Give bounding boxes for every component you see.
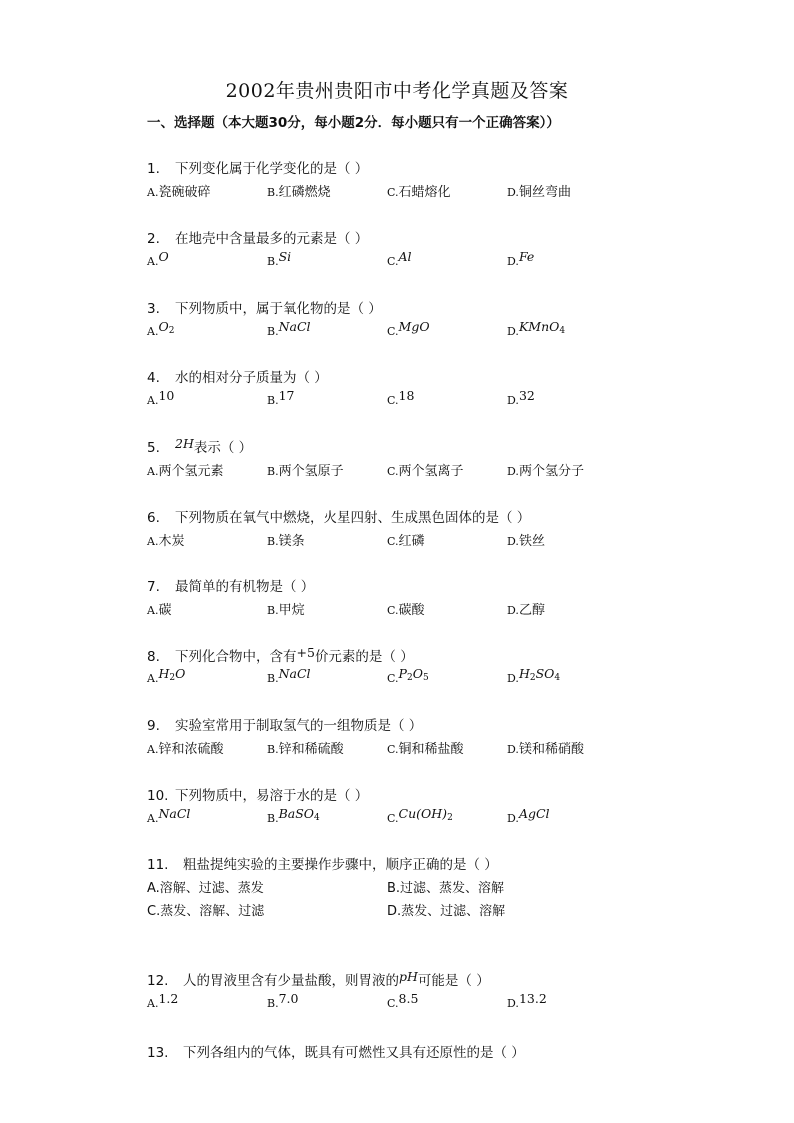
option-b: B.BaSO$_4$ — [267, 806, 320, 825]
option-b: B.锌和稀硫酸 — [267, 742, 344, 757]
option-b: B.过滤、蒸发、溶解 — [387, 881, 505, 896]
option-d: D.铜丝弯曲 — [507, 185, 571, 200]
option-a: A.瓷碗破碎 — [147, 185, 211, 200]
option-a: A.溶解、过滤、蒸发 — [147, 881, 264, 896]
option-d: D.乙醇 — [507, 603, 545, 618]
option-d: D.32 — [507, 388, 535, 407]
option-b: B.NaCl — [267, 666, 311, 685]
option-c: $C.P_2O_5$ — [387, 666, 429, 685]
question-4: 4. 水的相对分子质量为（ ） — [147, 370, 328, 386]
option-d: $D.H_2SO_4$ — [507, 666, 561, 685]
question-text: 下列变化属于化学变化的是（ ） — [175, 161, 369, 177]
option-c: C.18 — [387, 388, 415, 407]
option-c: C.碳酸 — [387, 603, 425, 618]
option-c: C.石蜡熔化 — [387, 185, 451, 200]
option-d: D.KMnO$_4$ — [507, 319, 566, 338]
option-c: C.8.5 — [387, 991, 419, 1010]
question-1 — [147, 157, 368, 177]
option-a: $A.O_2$ — [147, 319, 175, 338]
option-d: D.两个氢分子 — [507, 464, 584, 479]
option-a: A.10 — [147, 388, 175, 407]
option-a: A.1.2 — [147, 991, 179, 1010]
question-11: 11. 粗盐提纯实验的主要操作步骤中，顺序正确的是（ ） — [147, 857, 498, 873]
option-a: A.两个氢元素 — [147, 464, 224, 479]
option-a: A.碳 — [147, 603, 172, 618]
option-c: $C.Cu(OH)_2$ — [387, 806, 453, 825]
option-b: B.两个氢原子 — [267, 464, 344, 479]
question-12: 12. 人的胃液里含有少量盐酸，则胃液的pH可能是（ ） — [147, 969, 490, 989]
option-b: B.镁条 — [267, 534, 305, 549]
option-c: C.MgO — [387, 319, 430, 338]
option-b: B.7.0 — [267, 991, 299, 1010]
option-c: C.Al — [387, 249, 412, 268]
option-c: C.两个氢离子 — [387, 464, 464, 479]
option-a: A.NaCl — [147, 806, 191, 825]
option-a: A.木炭 — [147, 534, 185, 549]
option-b: B.Si — [267, 249, 292, 268]
question-2: 2. 在地壳中含量最多的元素是（ ） — [147, 231, 369, 247]
question-3: 3. 下列物质中，属于氧化物的是（ ） — [147, 301, 382, 317]
option-d: D.Fe — [507, 249, 535, 268]
option-b: B.红磷燃烧 — [267, 185, 331, 200]
question-5: 5. 2H表示（ ） — [147, 436, 253, 456]
page-title: 2002年贵州贵阳市中考化学真题及答案 — [225, 80, 569, 102]
option-d: D.13.2 — [507, 991, 547, 1010]
option-b: B.NaCl — [267, 319, 311, 338]
option-a: A.O — [147, 249, 169, 268]
question-8: 8. 下列化合物中，含有+5价元素的是（ ） — [147, 645, 414, 665]
question-number: 1. — [147, 161, 160, 177]
question-13: 13. 下列各组内的气体，既具有可燃性又具有还原性的是（ ） — [147, 1045, 525, 1061]
question-9: 9. 实验室常用于制取氢气的一组物质是（ ） — [147, 718, 423, 734]
option-d: D.蒸发、过滤、溶解 — [387, 904, 506, 919]
option-a: $A.H_2O$ — [147, 666, 186, 685]
option-b: B.17 — [267, 388, 295, 407]
question-6: 6. 下列物质在氧气中燃烧，火星四射、生成黑色固体的是（ ） — [147, 510, 531, 526]
question-7: 7. 最简单的有机物是（ ） — [147, 579, 315, 595]
option-c: C.铜和稀盐酸 — [387, 742, 464, 757]
option-a: A.锌和浓硫酸 — [147, 742, 224, 757]
option-d: D.镁和稀硝酸 — [507, 742, 584, 757]
option-d: D.铁丝 — [507, 534, 545, 549]
section-heading: 一、选择题（本大题30分，每小题2分．每小题只有一个正确答案）） — [147, 115, 560, 131]
option-d: D.AgCl — [507, 806, 550, 825]
option-c: C.红磷 — [387, 534, 425, 549]
option-b: B.甲烷 — [267, 603, 305, 618]
option-c: C.蒸发、溶解、过滤 — [147, 904, 265, 919]
question-10: 10. 下列物质中，易溶于水的是（ ） — [147, 788, 369, 804]
